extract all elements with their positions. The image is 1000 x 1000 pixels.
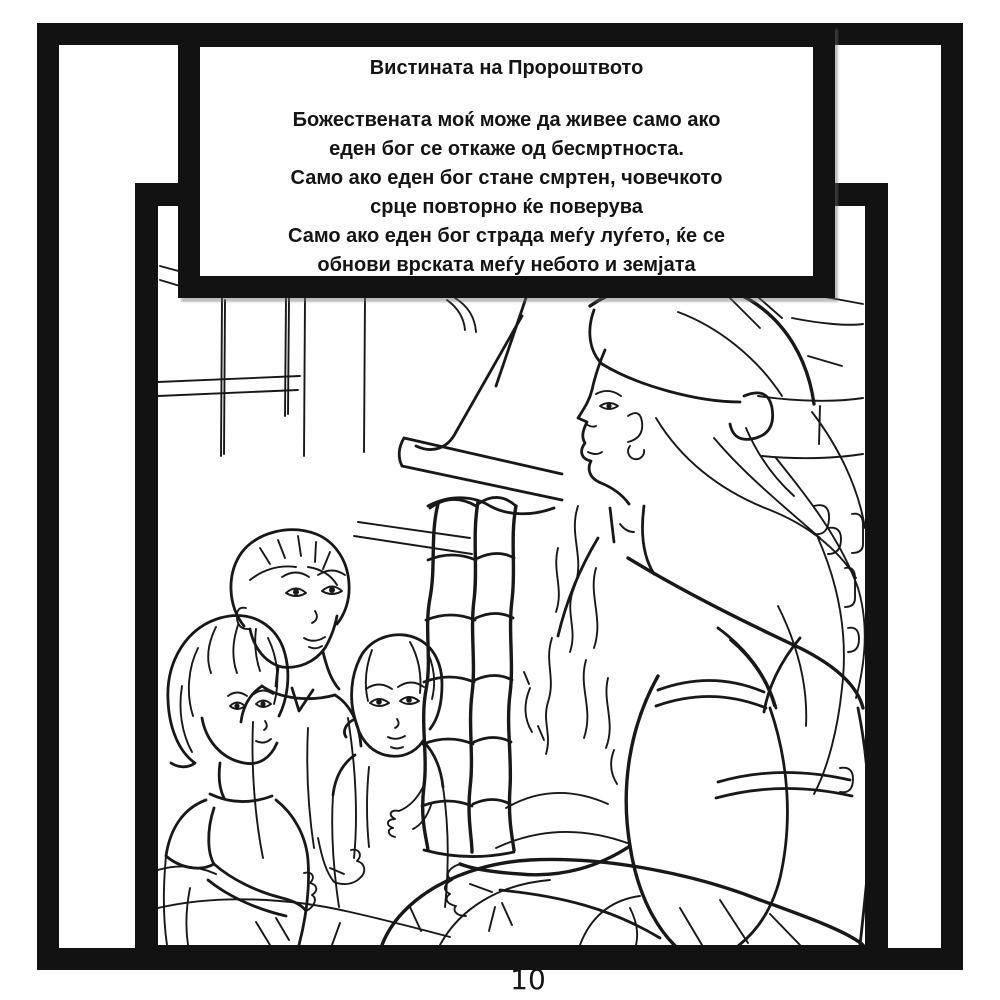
child-boy — [231, 530, 364, 884]
page-number: 10 — [510, 963, 546, 996]
background-wall — [158, 266, 472, 554]
illustration-panel — [135, 183, 888, 968]
storyteller-woman — [382, 281, 865, 945]
stone-chimney — [422, 497, 516, 856]
child-girl — [164, 616, 316, 945]
caption-line: Божествената моќ може да живее само ако — [292, 109, 721, 131]
illustration — [158, 206, 865, 945]
caption-box — [178, 25, 835, 298]
caption-title: Вистината на Пророштвото — [369, 57, 644, 79]
fireplace-hood — [399, 290, 722, 513]
caption-line: обнови врската меѓу небото и земјата — [317, 254, 696, 276]
caption-line: еден бог се откаже од бесмртноста. — [329, 138, 684, 160]
child-toddler — [332, 635, 448, 907]
fire-flames — [496, 506, 630, 848]
caption-line: Само ако еден бог стане смртен, човечкото — [290, 167, 723, 189]
caption-line: Само ако еден бог страда меѓу луѓето, ќе се — [288, 225, 725, 247]
stone-wall-right — [726, 290, 863, 792]
caption-line: срце повторно ќе поверува — [370, 196, 643, 218]
